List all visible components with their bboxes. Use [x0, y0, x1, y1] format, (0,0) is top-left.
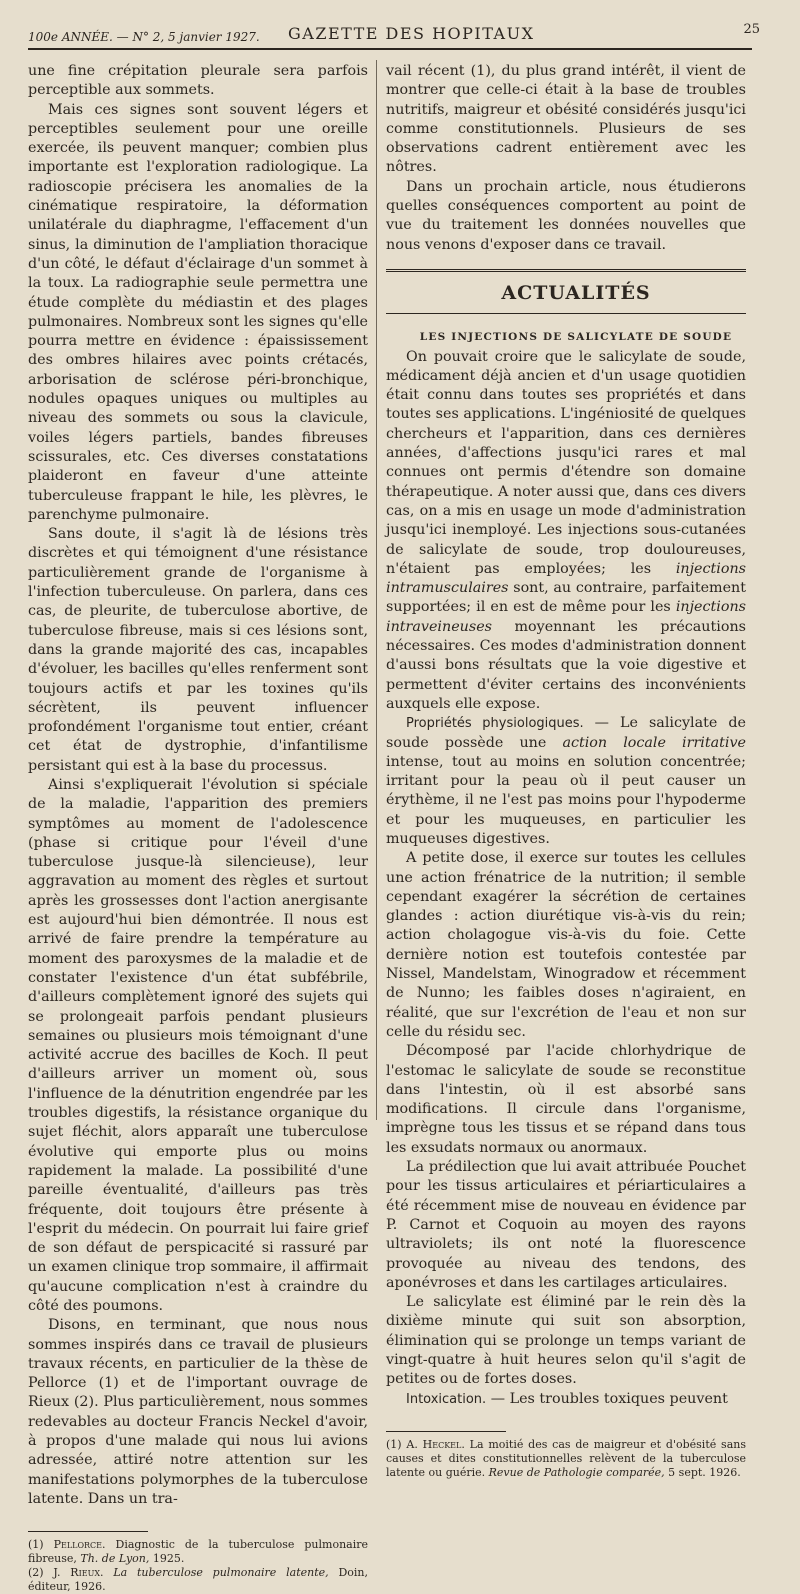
paragraph-text: moyennant les précautions nécessaires. Ces modes d'administration donnent d'aussi bons résultats que la voie digestive et permettent d'éviter certains des inconvénients auxquels elle expose.	[386, 618, 746, 712]
left-column	[28, 62, 368, 1594]
article-subtitle: LES INJECTIONS DE SALICYLATE DE SOUDE	[419, 331, 733, 344]
paragraph	[386, 1390, 746, 1409]
run-in-heading: Propriétés physiologiques.	[406, 716, 584, 732]
paragraph: une fine crépitation pleurale sera parfois perceptible aux sommets.	[28, 63, 368, 99]
footnote-number: (1)	[386, 1437, 402, 1451]
footnote-number: (2)	[28, 1566, 44, 1580]
paragraph-text: — Les troubles toxiques peuvent	[486, 1390, 728, 1407]
emphasis-text: injections intraveineuses	[386, 599, 746, 635]
paragraph-text: On pouvait croire que le salicylate de soude, médicament déjà ancien et d'un usage quotidien était connu dans toutes ses propriétés et dans toutes ses applications. L'ingéniosité de quelques chercheurs et l'apparition, dans ces dernières années, d'affections jusqu'ici rares et mal connues ont permis d'étendre son domaine thérapeutique. A noter aussi que, dans ces divers cas, on a mis en usage un mode d'administration jusqu'ici inemployé. Les injections sous-cutanées de salicylate de soude, trop douloureuses, n'étaient pas employées; les	[386, 348, 746, 577]
paragraph: vail récent (1), du plus grand intérêt, il vient de montrer que celle-ci était à la base de troubles nutritifs, maigreur et obésité considérés jusqu'ici comme constitutionnels. Plusieurs de ses observations cadrent entièrement avec les nôtres.	[386, 63, 746, 176]
paragraph-text: sont, au contraire, parfaitement supportées; il en est de même pour les	[386, 580, 746, 616]
paragraph: A petite dose, il exerce sur toutes les cellules une action frénatrice de la nutrition; il semble cependant exagérer la sécrétion de certaines glandes : action diurétique vis-à-vis du rein; action cholagogue vis-à-vis du foie. Cette dernière notion est toutefois contestée par Nissel, Mandelstam, Winogradow et récemment de Nunno; les faibles doses n'agiraient, en réalité, que sur l'excrétion de l'eau et non sur celle du résidu sec.	[386, 850, 746, 1040]
footnote	[28, 1538, 368, 1566]
section-rule	[386, 269, 746, 272]
emphasis-text: action locale irritative	[562, 734, 746, 751]
page-number: 25	[743, 22, 760, 37]
footnote-number: (1)	[28, 1538, 44, 1552]
footnote-rule	[386, 1431, 506, 1432]
paragraph: Mais ces signes sont souvent légers et perceptibles seulement pour une oreille exercée, ils peuvent manquer; combien plus importante est l'exploration radiologique. La radioscopie précisera les anomalies de la cinématique respiratoire, la déformation unilatérale du diaphragme, l'effacement d'un sinus, la diminution de l'ampliation thoracique d'un côté, le défaut d'éclairage d'un sommet à la toux. La radiographie seule permettra une étude complète du médiastin et des plages pulmonaires. Nombreux sont les signes qu'elle pourra mettre en évidence : épaississement des ombres hilaires avec points crétacés, arborisation de sclérose péri-bronchique, nodules opaques uniques ou multiples au niveau des sommets ou sous la clavicule, voiles légers partiels, bandes fibreuses scissurales, etc. Ces diverses constatations plaideront en faveur d'une atteinte tuberculeuse frappant le hile, les plèvres, le parenchyme pulmonaire.	[28, 101, 368, 523]
footnote-place: Th. de Lyon,	[80, 1552, 150, 1566]
page-header	[20, 18, 760, 46]
paragraph: Dans un prochain article, nous étudierons quelles conséquences comportent au point de vue du traitement les données nouvelles que nous venons d'exposer dans ce travail.	[386, 178, 746, 253]
footnote-date: 5 sept. 1926.	[664, 1465, 741, 1479]
footnote-text: Diagnostic de la tuberculose pulmonaire fibreuse,	[28, 1538, 368, 1566]
paragraph-text: intense, tout au moins en solution concentrée; irritant pour la peau où il peut causer un érythème, il ne l'est pas moins pour l'hypoderme et pour les muqueuses, en particulier les muqueuses digestives.	[386, 753, 746, 847]
footnote-text: La moitié des cas de maigreur et d'obésité sans causes et dites constitutionnelles relèvent de la tuberculose latente ou guérie.	[386, 1437, 746, 1479]
right-column	[386, 62, 746, 1480]
header-rule	[28, 48, 752, 50]
footnote-title: La tuberculose pulmonaire latente,	[103, 1566, 329, 1580]
footnote-journal: Revue de Pathologie comparée,	[488, 1465, 665, 1479]
footnote-author: J. Rieux.	[53, 1566, 104, 1580]
emphasis-text: injections intramusculaires	[386, 560, 746, 597]
paragraph: Le salicylate est éliminé par le rein dès la dixième minute qui suit son absorption, élimination qui se prolonge un temps variant de vingt-quatre à huit heures selon qu'il s'agit de petites ou de fortes doses.	[386, 1294, 746, 1388]
paragraph: Sans doute, il s'agit là de lésions très discrètes et qui témoignent d'une résistance particulièrement grande de l'organisme à l'infection tuberculeuse. On parlera, dans ces cas, de pleurite, de tuberculose abortive, de tuberculose fibreuse, mais si ces lésions sont, dans la grande majorité des cas, incapables d'évoluer, les bacilles qu'elles renferment sont toujours actifs et par les toxines qu'ils sécrètent, ils peuvent influencer profondément l'organisme tout entier, créant cet état de dystrophie, d'infantilisme persistant qui est à la base du processus.	[28, 526, 368, 774]
footnote-text: Doin, éditeur, 1926.	[28, 1566, 368, 1594]
masthead-title: GAZETTE DES HOPITAUX	[288, 24, 535, 43]
paragraph-text: — Le salicylate de soude possède une	[386, 715, 746, 751]
footnote	[28, 1566, 368, 1594]
footnote	[386, 1438, 746, 1480]
section-title: ACTUALITÉS	[501, 281, 651, 304]
paragraph: Décomposé par l'acide chlorhydrique de l'estomac le salicylate de soude se reconstitue dans l'intestin, où il est absorbé sans modifications. Il circule dans l'organisme, imprègne tous les tissus et se répand dans tous les exsudats normaux ou anormaux.	[386, 1043, 746, 1156]
column-divider	[376, 60, 377, 1120]
run-in-heading: Intoxication.	[406, 1391, 487, 1407]
section-title-rule	[386, 313, 746, 314]
footnote-author: A. Heckel.	[406, 1437, 465, 1451]
footnote-year: 1925.	[149, 1552, 185, 1566]
paragraph: Ainsi s'expliquerait l'évolution si spéciale de la maladie, l'apparition des premiers symptômes au moment de l'adolescence (phase si critique pour l'éveil d'une tuberculose jusque-là silencieuse), leur aggravation au moment des règles et surtout après les grossesses dont l'action anergisante est aujourd'hui bien démontrée. Il nous est arrivé de faire prendre la température au moment des paroxysmes de la maladie et de constater l'existence d'un état subfébrile, d'ailleurs complètement ignoré des sujets qui se prolongeait parfois pendant plusieurs semaines ou plusieurs mois témoignant d'une activité accrue des bacilles de Koch. Il peut d'ailleurs arriver un moment où, sous l'influence de la dénutrition engendrée par les troubles digestifs, la résistance organique du sujet fléchit, alors apparaît une tuberculose évolutive qui emporte plus ou moins rapidement la malade. La possibilité d'une pareille éventualité, d'ailleurs pas très fréquente, doit toujours être présente à l'esprit du médecin. On pourrait lui faire grief de son défaut de perspicacité si rassuré par un examen clinique trop sommaire, il affirmait qu'aucune complication n'est à craindre du côté des poumons.	[28, 776, 368, 1314]
paragraph	[386, 348, 746, 715]
paragraph: Disons, en terminant, que nous nous sommes inspirés dans ce travail de plusieurs travaux récents, en particulier de la thèse de Pellorce (1) et de l'important ouvrage de Rieux (2). Plus particulièrement, nous sommes redevables au docteur Francis Neckel d'avoir, à propos d'une malade qui nous lui avions adressée, attiré notre attention sur les manifestations polymorphes de la tuberculose latente. Dans un tra-	[28, 1317, 368, 1507]
paragraph	[386, 714, 746, 849]
paragraph: La prédilection que lui avait attribuée Pouchet pour les tissus articulaires et périarticulaires a été récemment mise de nouveau en évidence par P. Carnot et Coquoin au moyen des rayons ultraviolets; ils ont noté la fluorescence provoquée au niveau des tendons, des aponévroses et dans les cartilages articulaires.	[386, 1159, 746, 1291]
footnote-author: Pellorce.	[53, 1538, 106, 1552]
issue-line: 100e ANNÉE. — N° 2, 5 janvier 1927.	[28, 30, 260, 44]
footnote-rule	[28, 1531, 148, 1532]
